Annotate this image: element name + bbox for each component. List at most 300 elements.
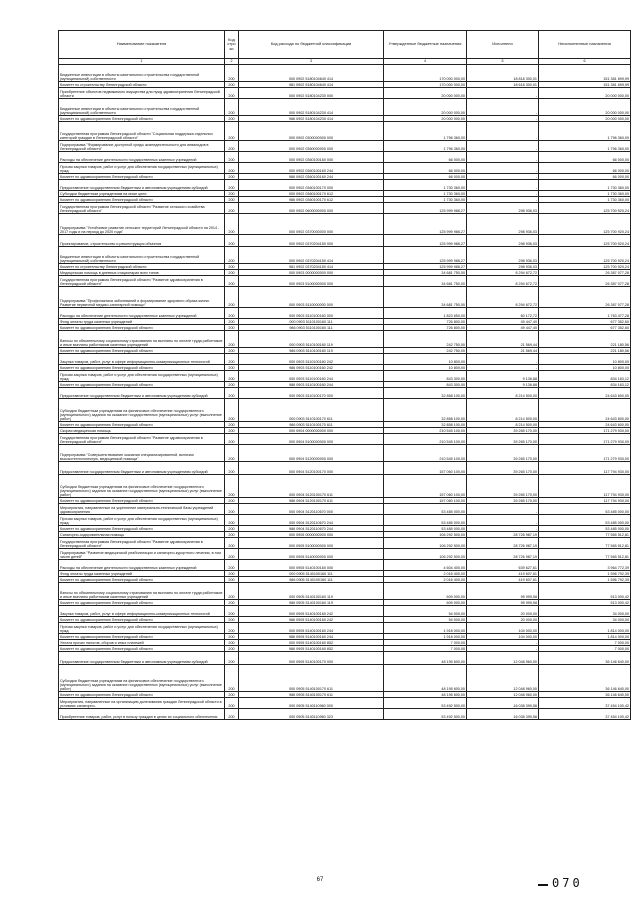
row-approved: 66 000,00 [384, 163, 467, 174]
row-line-code: 200 [225, 99, 239, 116]
column-index: 1 [59, 59, 225, 65]
row-unexecuted: 53 485 000,00 [539, 526, 631, 532]
row-unexecuted: 36 146 640,00 [539, 665, 631, 692]
row-unexecuted: 26 387 077,28 [539, 270, 631, 276]
row-approved: 843 300,00 [384, 382, 467, 388]
row-line-code: 200 [225, 287, 239, 308]
row-approved: 54 000,00 [384, 606, 467, 617]
row-unexecuted: 151 381 699,99 [539, 82, 631, 88]
row-name: Уплата прочих налогов, сборов и иных платежей [59, 640, 225, 646]
row-executed: 39 265 170,00 [467, 462, 539, 475]
row-executed: - [467, 640, 539, 646]
row-name: Государственная программа Ленинградской области "Развитие сельского хозяйства Ленинградской области" [59, 203, 225, 214]
row-budget-code: 000 0905 5140100160 242 [239, 606, 384, 617]
row-approved: 66 000,00 [384, 174, 467, 180]
row-line-code: 200 [225, 247, 239, 264]
table-row [59, 623, 631, 634]
row-unexecuted: 24 643 600,00 [539, 399, 631, 422]
row-executed: 28 726 987,19 [467, 532, 539, 538]
row-line-code: 200 [225, 116, 239, 122]
row-approved: 609 000,00 [384, 600, 467, 606]
table-row [59, 235, 631, 247]
row-executed: 298 936,03 [467, 264, 539, 270]
row-unexecuted: 66 000,00 [539, 174, 631, 180]
row-budget-code: 000 0903 5110100160 242 [239, 354, 384, 365]
row-name: Расходы на обеспечение деятельности государственных казенных учреждений [59, 152, 225, 163]
row-name: Комитет по здравоохранению Ленинградской области [59, 600, 225, 606]
row-unexecuted: 677 352,60 [539, 319, 631, 325]
table-row [59, 152, 631, 163]
row-line-code: 200 [225, 617, 239, 623]
row-approved: 4 604 400,00 [384, 560, 467, 571]
row-executed: 16 038 399,58 [467, 709, 539, 720]
row-approved: 34 681 750,00 [384, 287, 467, 308]
row-budget-code: 000 0903 5110100170 000 [239, 388, 384, 399]
column-index: 4 [384, 59, 467, 65]
row-unexecuted: 53 485 000,00 [539, 504, 631, 515]
page-number: 67 [316, 877, 324, 883]
row-approved: 157 060 100,00 [384, 475, 467, 498]
row-budget-code: 000 0902 0370000000 000 [239, 214, 384, 235]
row-budget-code: 986 0902 5180104230 414 [239, 116, 384, 122]
row-executed: 60 172,72 [467, 308, 539, 319]
row-unexecuted: 125 700 920,24 [539, 203, 631, 214]
row-line-code: 200 [225, 141, 239, 152]
row-unexecuted: 53 485 000,00 [539, 515, 631, 526]
row-line-code: 200 [225, 709, 239, 720]
row-name: Государственная программа Ленинградской области "Социальная поддержка отдельных категорий граждан в Ленинградской области" [59, 122, 225, 141]
stamp-dash [538, 884, 548, 886]
row-unexecuted: 1 596 792,39 [539, 577, 631, 583]
row-name: Бюджетные инвестиции в объекты капитального строительства государственной (муниципальной) собственности [59, 99, 225, 116]
row-unexecuted: 77 565 512,81 [539, 549, 631, 560]
table-header-row [59, 31, 631, 59]
row-budget-code: 986 0905 5140100160 244 [239, 634, 384, 640]
row-line-code: 200 [225, 538, 239, 549]
row-budget-code: 000 0905 5140100170 611 [239, 665, 384, 692]
row-executed: - [467, 197, 539, 203]
row-budget-code: 000 0905 5100000000 000 [239, 538, 384, 549]
row-budget-code: 000 0904 5120110670 000 [239, 504, 384, 515]
row-approved: 32 858 100,00 [384, 388, 467, 399]
row-budget-code: 000 0902 0370204150 414 [239, 247, 384, 264]
row-approved: 54 000,00 [384, 617, 467, 623]
row-name: Фонд оплаты труда казенных учреждений [59, 319, 225, 325]
row-approved: 125 999 986,27 [384, 214, 467, 235]
row-budget-code: 986 0902 0360100170 612 [239, 197, 384, 203]
row-name: Комитет по здравоохранению Ленинградской области [59, 348, 225, 354]
row-budget-code: 000 0905 0000000000 000 [239, 532, 384, 538]
table-row [59, 287, 631, 308]
row-approved: 48 195 600,00 [384, 665, 467, 692]
row-budget-code: 000 0905 5140000000 000 [239, 549, 384, 560]
row-executed: 104 000,00 [467, 623, 539, 634]
row-executed: - [467, 180, 539, 191]
row-name: Субсидии бюджетным учреждениям на финансовое обеспечение государственного (муниципального) задания на оказание государственных (муниципальных) услуг (выполнение работ) [59, 399, 225, 422]
row-line-code: 200 [225, 399, 239, 422]
row-budget-code: 986 0905 5140100160 111 [239, 577, 384, 583]
table-row [59, 141, 631, 152]
row-budget-code: 000 0904 5120000000 000 [239, 445, 384, 462]
row-name: Бюджетные инвестиции в объекты капитального строительства государственной (муниципальной) собственности [59, 247, 225, 264]
row-line-code: 200 [225, 180, 239, 191]
row-approved: 106 292 500,00 [384, 532, 467, 538]
row-budget-code: 986 0905 5140100160 242 [239, 617, 384, 623]
table-row [59, 504, 631, 515]
table-row [59, 308, 631, 319]
row-executed: 28 726 987,19 [467, 549, 539, 560]
row-approved: 1 796 360,00 [384, 122, 467, 141]
row-executed: 21 569,44 [467, 348, 539, 354]
row-name: Медицинская помощь в дневных стационарах всех типов [59, 270, 225, 276]
row-budget-code: 000 0902 0360000000 000 [239, 141, 384, 152]
row-approved: 53 485 000,00 [384, 526, 467, 532]
row-line-code: 200 [225, 325, 239, 331]
row-approved: 10 800,00 [384, 354, 467, 365]
row-executed: - [467, 116, 539, 122]
row-line-code: 200 [225, 348, 239, 354]
row-name: Фонд оплаты труда казенных учреждений [59, 571, 225, 577]
row-executed: 21 569,44 [467, 331, 539, 348]
row-unexecuted: 1 796 360,00 [539, 122, 631, 141]
row-unexecuted: 117 794 930,00 [539, 498, 631, 504]
row-approved: 32 858 100,00 [384, 399, 467, 422]
row-line-code: 200 [225, 434, 239, 445]
row-name: Комитет по здравоохранению Ленинградской области [59, 365, 225, 371]
row-unexecuted: 66 000,00 [539, 163, 631, 174]
row-approved: 1 796 360,00 [384, 141, 467, 152]
row-budget-code: 986 0903 5110100160 111 [239, 325, 384, 331]
row-budget-code: 986 0905 5140100170 611 [239, 692, 384, 698]
row-name: Прочая закупка товаров, работ и услуг для обеспечения государственных (муниципальных) нужд [59, 371, 225, 382]
row-executed: 39 265 170,00 [467, 434, 539, 445]
row-name: Комитет по здравоохранению Ленинградской области [59, 577, 225, 583]
row-approved: 125 999 986,27 [384, 203, 467, 214]
row-line-code: 200 [225, 504, 239, 515]
row-line-code: 200 [225, 365, 239, 371]
row-name: Комитет по здравоохранению Ленинградской области [59, 116, 225, 122]
row-line-code: 200 [225, 634, 239, 640]
row-line-code: 200 [225, 82, 239, 88]
row-budget-code: 986 0903 5110100160 119 [239, 348, 384, 354]
row-approved: 609 000,00 [384, 583, 467, 600]
row-unexecuted: 34 000,00 [539, 606, 631, 617]
column-index: 2 [225, 59, 239, 65]
row-line-code: 200 [225, 197, 239, 203]
row-budget-code: 000 0905 5140100160 244 [239, 623, 384, 634]
row-budget-code: 981 0902 5180104640 414 [239, 82, 384, 88]
table-row [59, 434, 631, 445]
row-executed: - [467, 122, 539, 141]
row-executed: 9 136,88 [467, 382, 539, 388]
row-approved: 7 000,00 [384, 646, 467, 652]
row-name: Приобретение объектов недвижимого имущества для нужд здравоохранения Ленинградской области [59, 88, 225, 99]
row-approved: 1 730 360,00 [384, 180, 467, 191]
row-executed: 298 936,03 [467, 214, 539, 235]
table-row [59, 445, 631, 462]
table-row [59, 203, 631, 214]
row-executed: 95 999,58 [467, 600, 539, 606]
row-approved: 7 000,00 [384, 640, 467, 646]
row-executed: - [467, 354, 539, 365]
table-row [59, 88, 631, 99]
row-line-code: 200 [225, 331, 239, 348]
row-line-code: 200 [225, 526, 239, 532]
row-unexecuted: 36 146 640,00 [539, 652, 631, 665]
row-budget-code: 000 0903 0000000000 000 [239, 270, 384, 276]
row-name: Прочая закупка товаров, работ и услуг для обеспечения государственных (муниципальных) нужд [59, 163, 225, 174]
row-name: Расходы на обеспечение деятельности государственных казенных учреждений [59, 308, 225, 319]
row-budget-code: 986 0904 5120110670 244 [239, 526, 384, 532]
row-name: Прочая закупка товаров, работ и услуг для обеспечения государственных (муниципальных) нужд [59, 623, 225, 634]
row-budget-code: 981 0902 0370204150 414 [239, 264, 384, 270]
row-name: Субсидии бюджетным учреждениям на иные цели [59, 191, 225, 197]
row-executed: 8 294 672,72 [467, 270, 539, 276]
row-executed: 104 000,00 [467, 634, 539, 640]
row-executed: 419 607,61 [467, 577, 539, 583]
row-unexecuted: 1 814 000,00 [539, 634, 631, 640]
table-row [59, 331, 631, 348]
row-unexecuted: 1 596 792,39 [539, 571, 631, 577]
row-line-code: 200 [225, 475, 239, 498]
row-executed: 12 048 960,00 [467, 665, 539, 692]
row-executed: 49 447,40 [467, 319, 539, 325]
row-approved: 34 681 750,00 [384, 276, 467, 287]
row-line-code: 200 [225, 203, 239, 214]
row-budget-code: 986 0903 5110100170 611 [239, 422, 384, 428]
budget-execution-table [58, 30, 631, 720]
row-unexecuted: 221 180,56 [539, 331, 631, 348]
row-name: Комитет по здравоохранению Ленинградской области [59, 634, 225, 640]
row-executed: 39 265 170,00 [467, 475, 539, 498]
row-name: Субсидии бюджетным учреждениям на финансовое обеспечение государственного (муниципального) задания на оказание государственных (муниципальных) услуг (выполнение работ) [59, 665, 225, 692]
row-budget-code: 986 0905 5140100160 852 [239, 646, 384, 652]
row-approved: 53 492 500,00 [384, 698, 467, 709]
row-budget-code: 000 0904 5120100170 000 [239, 462, 384, 475]
header-line-code: Код стро ки [225, 31, 239, 59]
row-line-code: 200 [225, 571, 239, 577]
row-name: Комитет по здравоохранению Ленинградской области [59, 646, 225, 652]
row-executed: 12 048 960,00 [467, 652, 539, 665]
row-line-code: 200 [225, 515, 239, 526]
row-executed: 39 265 170,00 [467, 428, 539, 434]
row-unexecuted: 513 000,42 [539, 600, 631, 606]
row-line-code: 200 [225, 646, 239, 652]
row-approved: 843 300,00 [384, 371, 467, 382]
row-budget-code: 000 0902 0300000000 000 [239, 122, 384, 141]
table-row [59, 698, 631, 709]
table-row [59, 665, 631, 692]
row-line-code: 200 [225, 560, 239, 571]
row-line-code: 200 [225, 276, 239, 287]
row-budget-code: 000 0902 0360100170 612 [239, 191, 384, 197]
row-line-code: 200 [225, 445, 239, 462]
row-name: Предоставление государственным бюджетным и автономным учреждениям субсидий [59, 652, 225, 665]
row-name: Комитет по здравоохранению Ленинградской области [59, 174, 225, 180]
row-budget-code: 986 0902 0360100160 244 [239, 174, 384, 180]
table-row [59, 399, 631, 422]
row-approved: 242 750,00 [384, 348, 467, 354]
row-line-code: 200 [225, 264, 239, 270]
row-name: Расходы на обеспечение деятельности государственных казенных учреждений [59, 560, 225, 571]
row-unexecuted: 125 700 920,24 [539, 214, 631, 235]
row-unexecuted: 77 565 512,81 [539, 538, 631, 549]
table-row [59, 538, 631, 549]
row-name: Подпрограмма "Развитие медицинской реабилитации и санаторно-курортного лечения, в том числе детей" [59, 549, 225, 560]
row-line-code: 200 [225, 698, 239, 709]
table-row [59, 606, 631, 617]
row-approved: 48 195 600,00 [384, 652, 467, 665]
row-name: Субсидии бюджетным учреждениям на финансовое обеспечение государственного (муниципального) задания на оказание государственных (муниципальных) услуг (выполнение работ) [59, 475, 225, 498]
row-budget-code: 000 0905 5140100160 111 [239, 571, 384, 577]
row-approved: 210 545 100,00 [384, 445, 467, 462]
row-approved: 34 681 750,00 [384, 270, 467, 276]
row-budget-code: 000 0902 0370204150 000 [239, 235, 384, 247]
row-approved: 157 060 100,00 [384, 462, 467, 475]
header-unexecuted: Неисполненные назначения [539, 31, 631, 59]
row-approved: 66 000,00 [384, 152, 467, 163]
row-name: Комитет по здравоохранению Ленинградской области [59, 526, 225, 532]
row-executed: 39 265 170,00 [467, 498, 539, 504]
row-name: Закупка товаров, работ, услуг в сфере информационно-коммуникационных технологий [59, 354, 225, 365]
row-name: Предоставление государственным бюджетным и автономным учреждениям субсидий [59, 180, 225, 191]
row-budget-code: 000 0902 0360100160 000 [239, 152, 384, 163]
row-unexecuted: 7 000,00 [539, 640, 631, 646]
row-unexecuted: 834 163,12 [539, 371, 631, 382]
row-approved: 125 999 986,27 [384, 247, 467, 264]
row-unexecuted: 677 352,60 [539, 325, 631, 331]
row-executed: 12 048 960,00 [467, 692, 539, 698]
row-executed: 8 214 500,00 [467, 388, 539, 399]
table-row [59, 99, 631, 116]
row-line-code: 200 [225, 270, 239, 276]
row-line-code: 200 [225, 462, 239, 475]
row-name: Предоставление государственным бюджетным и автономным учреждениям субсидий [59, 462, 225, 475]
row-executed: 298 936,03 [467, 247, 539, 264]
row-line-code: 200 [225, 428, 239, 434]
row-approved: 125 999 986,27 [384, 235, 467, 247]
row-executed: - [467, 515, 539, 526]
row-executed: - [467, 163, 539, 174]
header-budget-code: Код расхода по бюджетной классификации [239, 31, 384, 59]
row-executed: 9 136,88 [467, 371, 539, 382]
row-unexecuted: 7 000,00 [539, 646, 631, 652]
row-budget-code: 000 0902 5180104230 000 [239, 88, 384, 99]
row-approved: 10 800,00 [384, 365, 467, 371]
row-approved: 2 016 400,00 [384, 571, 467, 577]
table-row [59, 354, 631, 365]
row-line-code: 200 [225, 422, 239, 428]
row-unexecuted: 1 814 000,00 [539, 623, 631, 634]
row-executed: 419 607,61 [467, 571, 539, 577]
row-approved: 210 545 100,00 [384, 434, 467, 445]
row-executed: 28 726 987,19 [467, 538, 539, 549]
row-approved: 106 292 500,00 [384, 549, 467, 560]
row-budget-code: 000 0903 5110100160 119 [239, 331, 384, 348]
row-budget-code: 000 0903 5110100160 000 [239, 308, 384, 319]
row-line-code: 200 [225, 665, 239, 692]
row-unexecuted: 24 643 600,00 [539, 422, 631, 428]
table-row [59, 388, 631, 399]
table-row [59, 583, 631, 600]
row-budget-code: 000 0903 5110100160 244 [239, 371, 384, 382]
row-executed: 16 038 399,58 [467, 698, 539, 709]
row-line-code: 200 [225, 640, 239, 646]
row-unexecuted: 1 763 477,28 [539, 308, 631, 319]
row-budget-code: 000 0903 5110100160 111 [239, 319, 384, 325]
row-executed: 95 999,58 [467, 583, 539, 600]
row-line-code: 200 [225, 163, 239, 174]
row-executed: 20 000,00 [467, 606, 539, 617]
row-line-code: 200 [225, 388, 239, 399]
row-line-code: 200 [225, 88, 239, 99]
row-budget-code: 000 0905 5140100160 119 [239, 583, 384, 600]
row-unexecuted: 24 643 600,00 [539, 388, 631, 399]
row-executed: 298 936,03 [467, 235, 539, 247]
row-unexecuted: 125 700 920,24 [539, 247, 631, 264]
table-row [59, 276, 631, 287]
row-line-code: 200 [225, 354, 239, 365]
row-approved: 157 060 100,00 [384, 498, 467, 504]
row-line-code: 200 [225, 308, 239, 319]
row-line-code: 200 [225, 623, 239, 634]
row-budget-code: 986 0903 5110100160 242 [239, 365, 384, 371]
row-line-code: 200 [225, 606, 239, 617]
row-approved: 125 999 986,27 [384, 264, 467, 270]
row-unexecuted: 151 381 699,99 [539, 65, 631, 82]
row-name: Приобретение товаров, работ, услуг в пользу граждан в целях их социального обеспечения [59, 709, 225, 720]
table-row [59, 65, 631, 82]
row-budget-code: 000 0903 5110100170 611 [239, 399, 384, 422]
row-line-code: 200 [225, 692, 239, 698]
row-approved: 53 485 000,00 [384, 504, 467, 515]
row-budget-code: 000 0904 5120110670 244 [239, 515, 384, 526]
row-line-code: 200 [225, 600, 239, 606]
row-budget-code: 000 0902 5180104640 414 [239, 65, 384, 82]
row-unexecuted: 26 387 077,28 [539, 287, 631, 308]
row-unexecuted: 125 700 920,24 [539, 264, 631, 270]
row-name: Комитет по здравоохранению Ленинградской области [59, 422, 225, 428]
column-index: 3 [239, 59, 384, 65]
row-name: Подпрограмма "Формирование доступной среды жизнедеятельности для инвалидов в Ленинградской области" [59, 141, 225, 152]
row-unexecuted: 117 794 930,00 [539, 462, 631, 475]
row-executed: - [467, 504, 539, 515]
row-name: Подпрограмма "Совершенствование оказания специализированной, включая высокотехнологичную, медицинской помощи" [59, 445, 225, 462]
row-approved: 242 750,00 [384, 331, 467, 348]
row-unexecuted: 10 800,00 [539, 354, 631, 365]
row-line-code: 200 [225, 191, 239, 197]
row-name: Взносы по обязательному социальному страхованию на выплаты по оплате труда работников и иные выплаты работникам казенных учреждений [59, 583, 225, 600]
row-name: Комитет по здравоохранению Ленинградской области [59, 692, 225, 698]
row-name: Комитет по здравоохранению Ленинградской области [59, 617, 225, 623]
row-approved: 1 918 000,00 [384, 634, 467, 640]
row-name: Комитет по строительству Ленинградской области [59, 82, 225, 88]
table-row [59, 247, 631, 264]
row-approved: 1 730 360,00 [384, 197, 467, 203]
row-name: Проектирование, строительство и реконструкция объектов [59, 235, 225, 247]
row-line-code: 200 [225, 371, 239, 382]
row-line-code: 200 [225, 214, 239, 235]
row-line-code: 200 [225, 174, 239, 180]
row-name: Государственная программа Ленинградской области "Развитие здравоохранения в Ленинградской области" [59, 538, 225, 549]
table-row [59, 709, 631, 720]
header-name: Наименование показателя [59, 31, 225, 59]
row-line-code: 200 [225, 577, 239, 583]
row-unexecuted: 37 454 100,42 [539, 709, 631, 720]
row-approved: 106 292 500,00 [384, 538, 467, 549]
row-approved: 1 823 650,00 [384, 308, 467, 319]
row-approved: 48 195 600,00 [384, 692, 467, 698]
